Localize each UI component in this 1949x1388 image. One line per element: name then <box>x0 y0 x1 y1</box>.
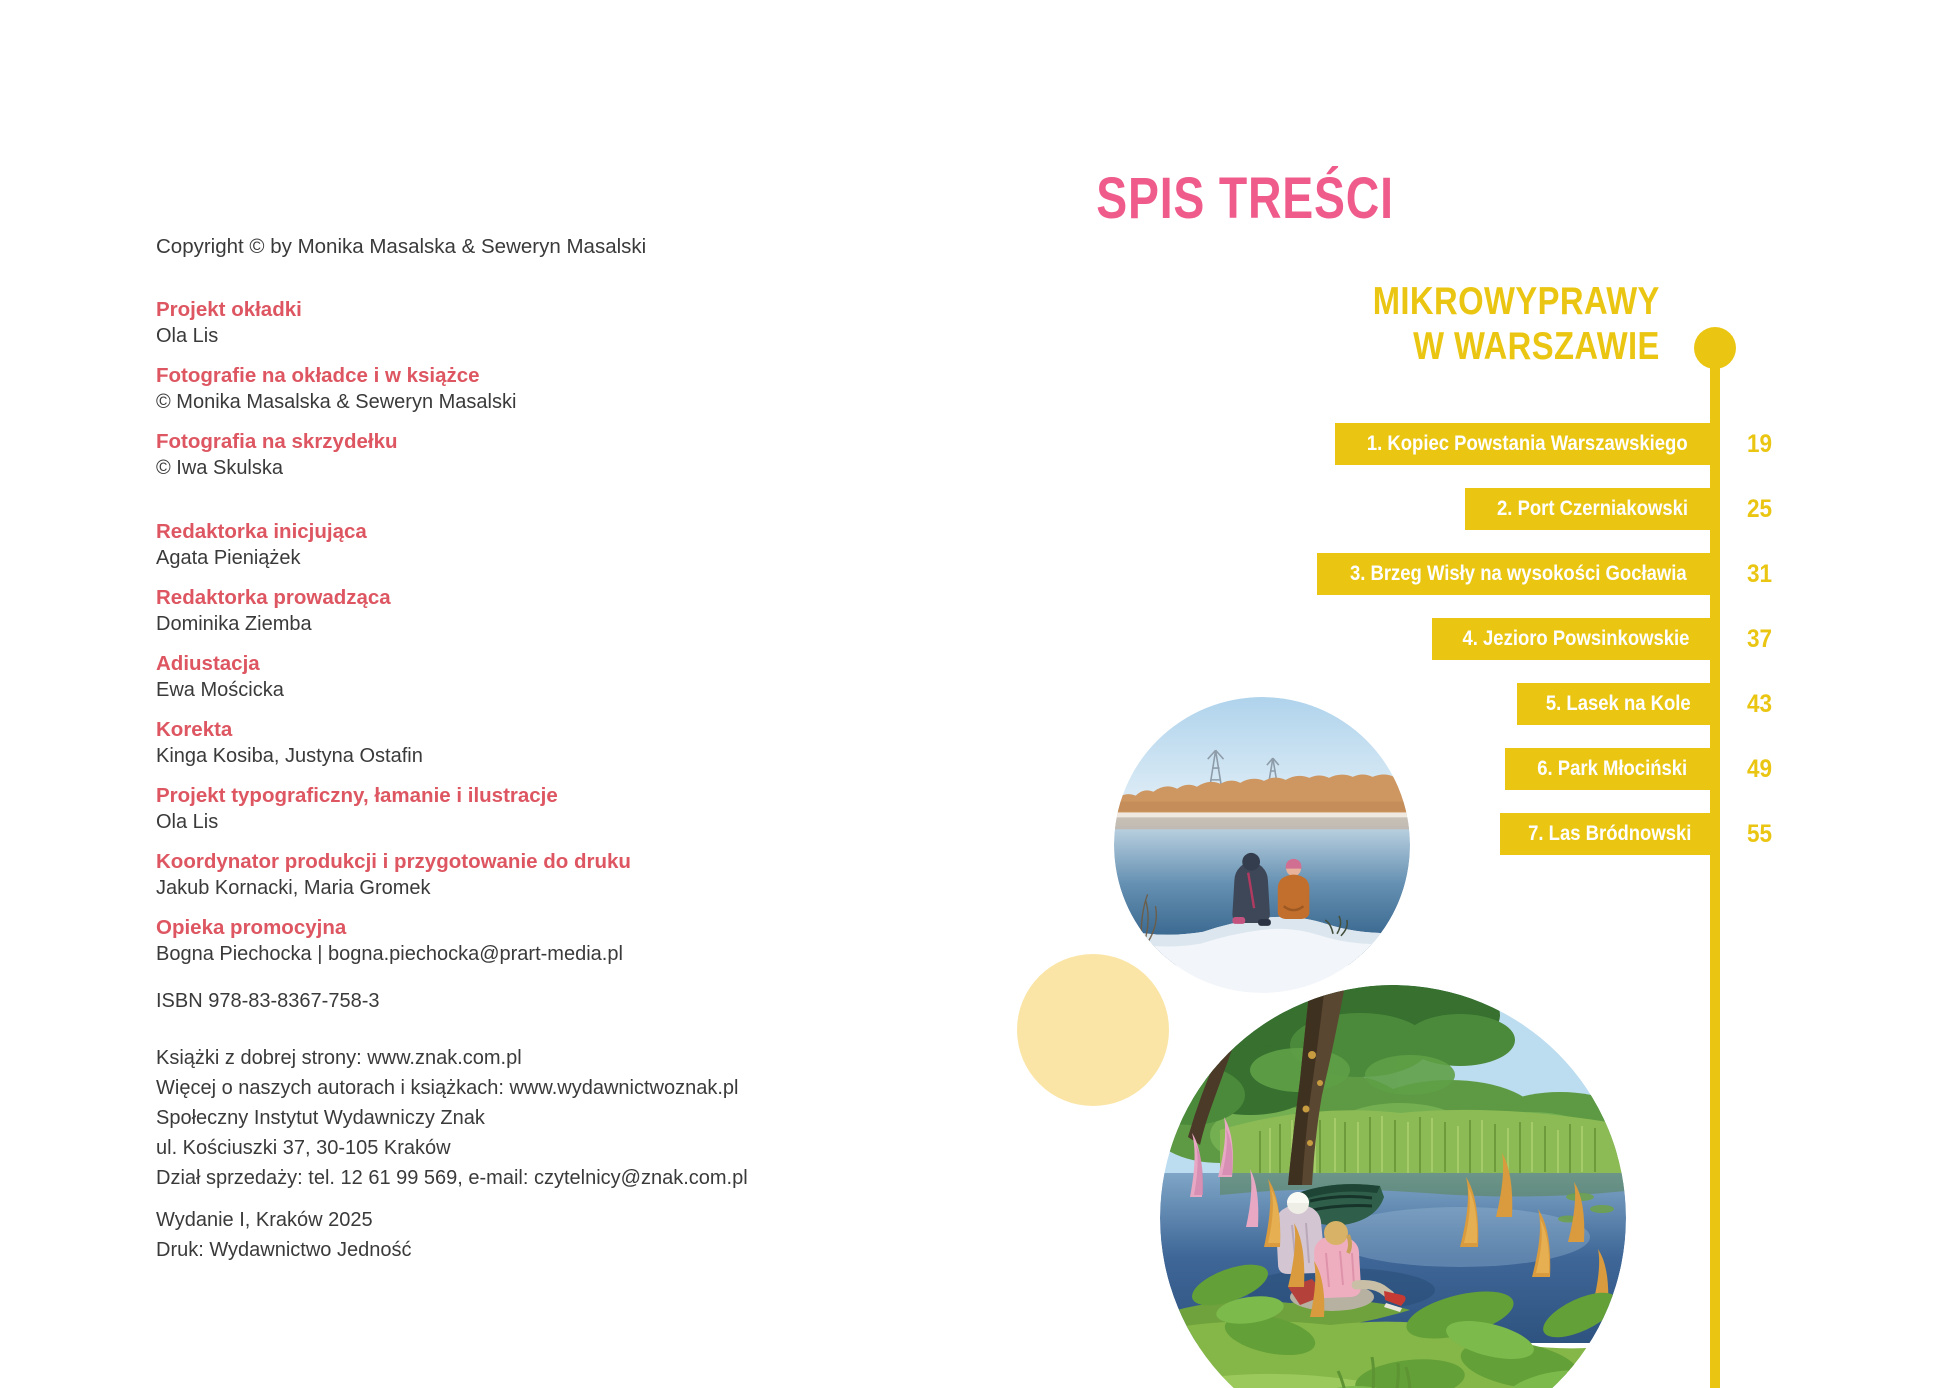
toc-entry-label: 6. Park Młociński <box>1537 757 1688 780</box>
toc-entry-7[interactable] <box>1500 813 1773 855</box>
timeline-dot <box>1694 327 1736 369</box>
toc-entry-bar[interactable] <box>1500 813 1720 855</box>
toc-entry-bar[interactable] <box>1517 683 1720 725</box>
credit-group <box>156 296 816 350</box>
credit-group <box>156 782 816 836</box>
credit-label: Projekt okładki <box>156 298 302 321</box>
credit-group <box>156 848 816 902</box>
credit-value: © Iwa Skulska <box>156 457 284 479</box>
publisher-line: ul. Kościuszki 37, 30-105 Kraków <box>156 1137 451 1159</box>
edition-line: Wydanie I, Kraków 2025 <box>156 1209 373 1231</box>
credit-label: Koordynator produkcji i przygotowanie do druku <box>156 850 631 873</box>
credit-group <box>156 914 816 968</box>
colophon-column <box>156 233 816 1265</box>
credit-label: Korekta <box>156 718 233 741</box>
edition-block <box>156 1205 816 1265</box>
toc-page-number: 31 <box>1747 560 1773 588</box>
credit-label: Adiustacja <box>156 652 260 675</box>
credit-group <box>156 716 816 770</box>
toc-entry-label: 3. Brzeg Wisły na wysokości Gocławia <box>1350 562 1687 585</box>
section-title-line1: MIKROWYPRAWY <box>1372 280 1660 323</box>
toc-entry-1[interactable] <box>1335 423 1773 465</box>
toc-entry-bar[interactable] <box>1465 488 1720 530</box>
page-title: SPIS TREŚCI <box>1096 165 1394 231</box>
credit-value: Dominika Ziemba <box>156 613 312 635</box>
toc-entry-label: 4. Jezioro Powsinkowskie <box>1462 627 1690 650</box>
credit-value: Agata Pieniążek <box>156 547 301 569</box>
toc-entry-4[interactable] <box>1432 618 1773 660</box>
edition-line: Druk: Wydawnictwo Jedność <box>156 1239 412 1261</box>
toc-entry-5[interactable] <box>1517 683 1773 725</box>
toc-page-number: 37 <box>1747 625 1773 653</box>
credit-label: Fotografie na okładce i w książce <box>156 364 480 387</box>
toc-entry-6[interactable] <box>1505 748 1773 790</box>
publisher-line: Dział sprzedaży: tel. 12 61 99 569, e-mail: czytelnicy@znak.com.pl <box>156 1167 748 1189</box>
toc-entry-label: 7. Las Bródnowski <box>1528 822 1692 845</box>
section-title-line2: W WARSZAWIE <box>1413 325 1660 368</box>
publisher-line: Społeczny Instytut Wydawniczy Znak <box>156 1107 485 1129</box>
summer-pond-photo <box>1160 985 1626 1388</box>
publisher-block <box>156 1043 816 1193</box>
isbn-line: ISBN 978-83-8367-758-3 <box>156 990 380 1012</box>
toc-entry-3[interactable] <box>1317 553 1773 595</box>
section-title <box>1373 279 1660 369</box>
toc-entry-bar[interactable] <box>1335 423 1720 465</box>
credit-value: Kinga Kosiba, Justyna Ostafin <box>156 745 423 767</box>
toc-entry-bar[interactable] <box>1432 618 1720 660</box>
credit-value: Ola Lis <box>156 811 219 833</box>
credit-label: Redaktorka inicjująca <box>156 520 367 543</box>
decor-circle <box>1017 954 1169 1106</box>
credit-label: Redaktorka prowadząca <box>156 586 391 609</box>
credit-group <box>156 584 816 638</box>
toc-entry-bar[interactable] <box>1317 553 1720 595</box>
toc-page-number: 55 <box>1747 820 1773 848</box>
toc-page-number: 43 <box>1747 690 1773 718</box>
toc-entry-2[interactable] <box>1465 488 1773 530</box>
toc-entry-bar[interactable] <box>1505 748 1720 790</box>
toc-page-number: 49 <box>1747 755 1773 783</box>
publisher-line: Książki z dobrej strony: www.znak.com.pl <box>156 1047 522 1069</box>
toc-entry-label: 2. Port Czerniakowski <box>1496 497 1689 520</box>
credit-label: Fotografia na skrzydełku <box>156 430 398 453</box>
winter-river-photo <box>1114 697 1410 993</box>
toc-page-number: 19 <box>1747 430 1773 458</box>
toc-entry-label: 1. Kopiec Powstania Warszawskiego <box>1367 432 1688 455</box>
credit-label: Opieka promocyjna <box>156 916 347 939</box>
credit-group <box>156 428 816 482</box>
credit-value: Ewa Mościcka <box>156 679 284 701</box>
credit-group <box>156 650 816 704</box>
credit-group <box>156 518 816 572</box>
toc-page-number: 25 <box>1747 495 1773 523</box>
credit-label: Projekt typograficzny, łamanie i ilustracje <box>156 784 558 807</box>
credit-value: Bogna Piechocka | bogna.piechocka@prart-media.pl <box>156 943 623 965</box>
credit-value: Jakub Kornacki, Maria Gromek <box>156 877 431 899</box>
credit-value: © Monika Masalska & Seweryn Masalski <box>156 391 517 413</box>
credit-group <box>156 362 816 416</box>
publisher-line: Więcej o naszych autorach i książkach: www.wydawnictwoznak.pl <box>156 1077 739 1099</box>
credit-value: Ola Lis <box>156 325 219 347</box>
toc-entry-label: 5. Lasek na Kole <box>1546 692 1691 715</box>
copyright-line: Copyright © by Monika Masalska & Seweryn Masalski <box>156 235 647 258</box>
